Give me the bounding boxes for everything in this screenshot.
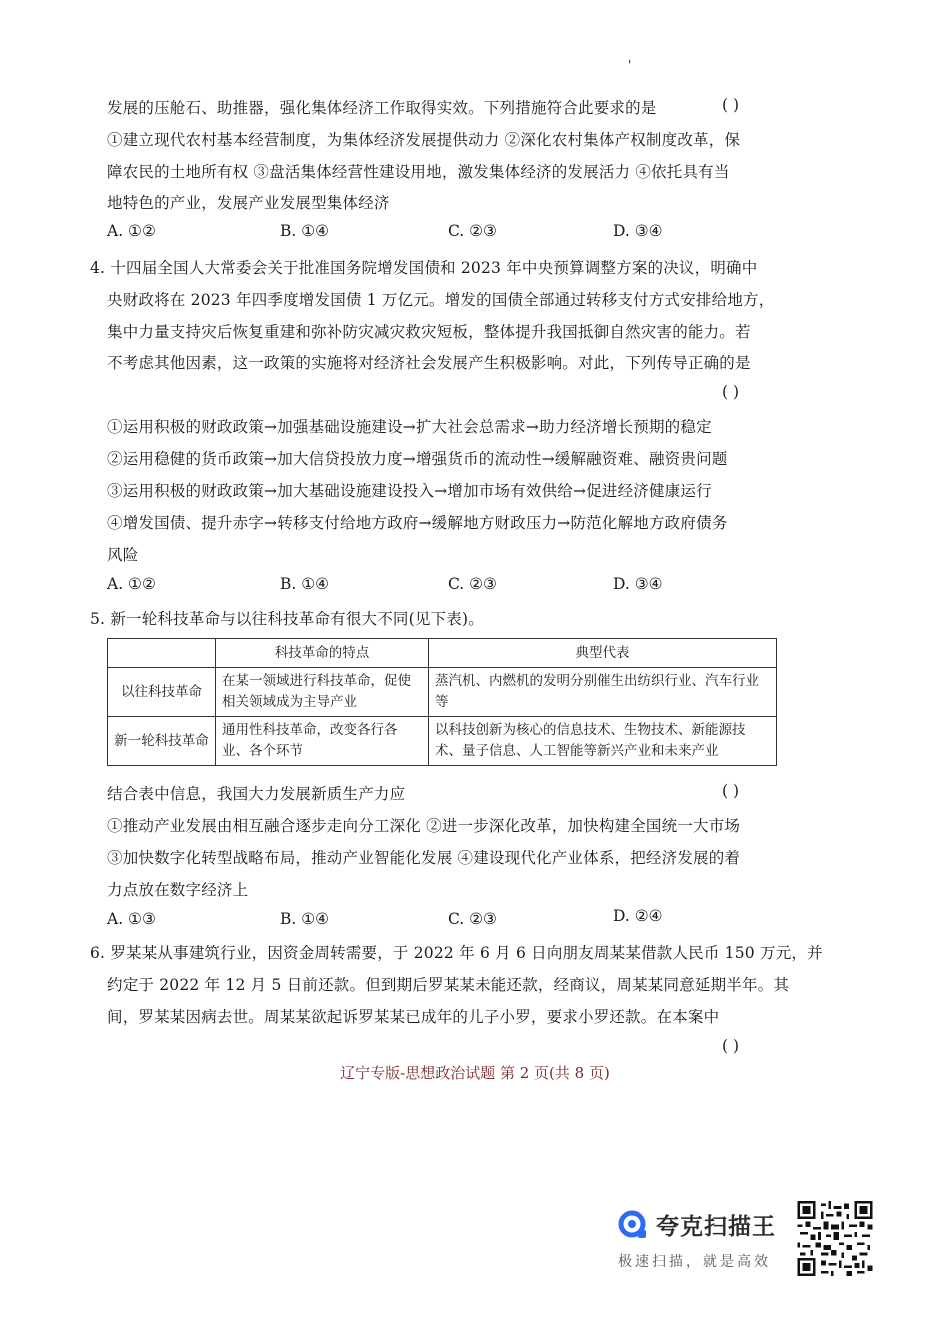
q5-prompt: 结合表中信息，我国大力发展新质生产力应	[107, 785, 406, 803]
q3-answer-paren: ( )	[722, 96, 740, 114]
q3-line-2: ①建立现代农村基本经营制度，为集体经济发展提供动力 ②深化农村集体产权制度改革，保	[107, 131, 741, 149]
q5-line-2: ③加快数字化转型战略布局，推动产业智能化发展 ④建设现代化产业体系，把经济发展的着	[107, 849, 741, 867]
page-footer: 辽宁专版-思想政治试题 第 2 页(共 8 页)	[340, 1064, 610, 1082]
table-cell-feature: 在某一领域进行科技革命，促使相关领域成为主导产业	[216, 668, 429, 717]
scanner-brand-name: 夸克扫描王	[656, 1214, 776, 1240]
table-header-row	[108, 639, 777, 668]
q3-line-1: 发展的压舱石、助推器，强化集体经济工作取得实效。下列措施符合此要求的是	[107, 99, 657, 117]
q3-option-d: D. ③④	[613, 222, 663, 240]
q3-option-a: A. ①②	[107, 222, 156, 240]
qr-code-icon	[795, 1201, 875, 1276]
table-row	[108, 668, 777, 717]
q6-answer-paren: ( )	[722, 1037, 740, 1055]
table-header-feature: 科技革命的特点	[216, 639, 429, 668]
q5-option-c: C. ②③	[448, 910, 497, 928]
q6-line-1: 6. 罗某某从事建筑行业，因资金周转需要，于 2022 年 6 月 6 日向朋友周某某借款人民币 150 万元，并	[90, 944, 823, 962]
q4-line-2: 央财政将在 2023 年四季度增发国债 1 万亿元。增发的国债全部通过转移支付方式安排给地方，	[107, 291, 775, 309]
q4-line-3: 集中力量支持灾后恢复重建和弥补防灾减灾救灾短板，整体提升我国抵御自然灾害的能力。若	[107, 323, 751, 341]
q5-line-1: ①推动产业发展由相互融合逐步走向分工深化 ②进一步深化改革，加快构建全国统一大市场	[107, 817, 741, 835]
scanner-slogan: 极速扫描，就是高效	[618, 1254, 771, 1270]
table-row-name: 新一轮科技革命	[108, 717, 216, 766]
q4-option-a: A. ①②	[107, 575, 156, 593]
q5-line-3: 力点放在数字经济上	[107, 881, 249, 899]
table-cell-example: 蒸汽机、内燃机的发明分别催生出纺织行业、汽车行业等	[429, 668, 777, 717]
q4-line-4: 不考虑其他因素，这一政策的实施将对经济社会发展产生积极影响。对此，下列传导正确的是	[107, 354, 751, 372]
table-cell-example: 以科技创新为核心的信息技术、生物技术、新能源技术、量子信息、人工智能等新兴产业和未来产业	[429, 717, 777, 766]
q4-option-b: B. ①④	[280, 575, 330, 593]
q4-option-c: C. ②③	[448, 575, 497, 593]
table-row	[108, 717, 777, 766]
q5-option-b: B. ①④	[280, 910, 330, 928]
q5-stem: 5. 新一轮科技革命与以往科技革命有很大不同(见下表)。	[90, 610, 484, 628]
q4-line-1: 4. 十四届全国人大常委会关于批准国务院增发国债和 2023 年中央预算调整方案的决议，明确中	[90, 259, 758, 277]
q4-statement-3: ③运用积极的财政政策→加大基础设施建设投入→增加市场有效供给→促进经济健康运行	[107, 482, 712, 500]
q5-option-a: A. ①③	[107, 910, 156, 928]
q4-answer-paren: ( )	[722, 383, 740, 401]
q3-line-4: 地特色的产业，发展产业发展型集体经济	[107, 194, 390, 212]
table-row-name: 以往科技革命	[108, 668, 216, 717]
tech-revolution-table	[107, 638, 777, 766]
table-cell-feature: 通用性科技革命，改变各行各业、各个环节	[216, 717, 429, 766]
q4-statement-4: ④增发国债、提升赤字→转移支付给地方政府→缓解地方财政压力→防范化解地方政府债务	[107, 514, 728, 532]
table-header-empty	[108, 639, 216, 668]
table-header-example: 典型代表	[429, 639, 777, 668]
q4-statement-2: ②运用稳健的货币政策→加大信贷投放力度→增强货币的流动性→缓解融资难、融资贵问题	[107, 450, 728, 468]
q5-answer-paren: ( )	[722, 782, 740, 800]
q4-statement-1: ①运用积极的财政政策→加强基础设施建设→扩大社会总需求→助力经济增长预期的稳定	[107, 418, 712, 436]
q4-option-d: D. ③④	[613, 575, 663, 593]
q3-line-3: 障农民的土地所有权 ③盘活集体经营性建设用地，激发集体经济的发展活力 ④依托具有当	[107, 163, 730, 181]
stray-mark: '	[628, 58, 632, 72]
q6-line-3: 间，罗某某因病去世。周某某欲起诉罗某某已成年的儿子小罗，要求小罗还款。在本案中	[107, 1008, 720, 1026]
q3-option-b: B. ①④	[280, 222, 330, 240]
scanner-logo-icon	[618, 1210, 648, 1240]
q4-statement-4-cont: 风险	[107, 546, 139, 564]
q6-line-2: 约定于 2022 年 12 月 5 日前还款。但到期后罗某某未能还款，经商议，周某某同意延期半年。其	[107, 976, 790, 994]
q3-option-c: C. ②③	[448, 222, 497, 240]
q5-option-d: D. ②④	[613, 907, 663, 925]
